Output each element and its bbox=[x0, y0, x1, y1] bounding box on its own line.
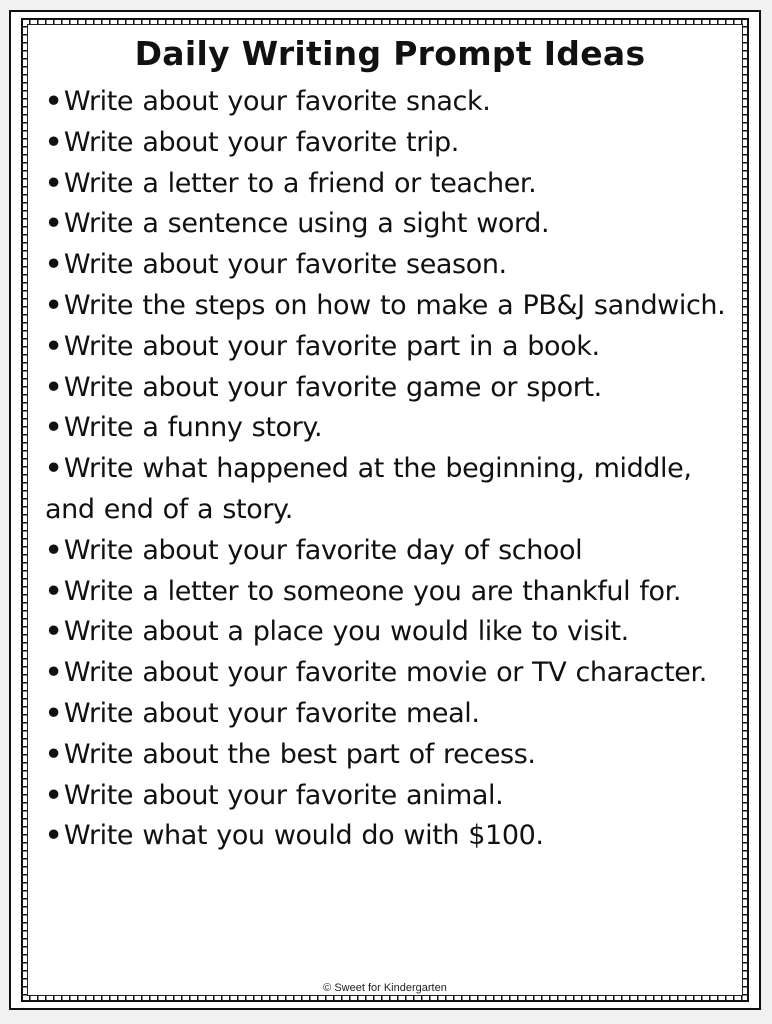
bullet-icon: • bbox=[45, 616, 62, 648]
bullet-icon: • bbox=[45, 330, 62, 362]
bullet-icon: • bbox=[45, 289, 62, 321]
prompt-item bbox=[45, 286, 735, 327]
frame-ticks-left bbox=[21, 18, 27, 1002]
prompt-text: Write what you would do with $100. bbox=[63, 820, 544, 852]
content-area bbox=[45, 32, 735, 857]
frame-ticks-right bbox=[743, 18, 749, 1002]
prompt-text: Write about your favorite snack. bbox=[63, 86, 491, 117]
prompt-text: Write a sentence using a sight word. bbox=[63, 208, 550, 240]
prompt-item bbox=[45, 327, 735, 368]
frame-ticks-top bbox=[21, 18, 749, 24]
prompt-text: Write about the best part of recess. bbox=[63, 738, 536, 770]
prompt-text: Write a funny story. bbox=[63, 412, 323, 444]
prompt-item bbox=[45, 123, 735, 164]
bullet-icon: • bbox=[45, 371, 62, 403]
prompt-item bbox=[45, 816, 735, 857]
prompt-item bbox=[45, 694, 735, 735]
prompt-item bbox=[45, 531, 735, 572]
frame-ticks-bottom bbox=[21, 996, 749, 1002]
prompt-item bbox=[45, 408, 735, 449]
prompt-item bbox=[45, 572, 735, 613]
worksheet-page bbox=[9, 10, 761, 1010]
prompt-text: Write about your favorite movie or TV character. bbox=[63, 657, 707, 689]
bullet-icon: • bbox=[45, 412, 62, 444]
prompt-text: Write about your favorite animal. bbox=[63, 779, 504, 811]
bullet-icon: • bbox=[45, 249, 62, 281]
prompt-text: Write what happened at the beginning, middle, and end of a story. bbox=[45, 453, 692, 525]
prompt-item bbox=[45, 368, 735, 409]
prompt-text: Write about your favorite meal. bbox=[63, 697, 480, 729]
bullet-icon: • bbox=[45, 697, 62, 729]
bullet-icon: • bbox=[45, 575, 62, 607]
bullet-icon: • bbox=[45, 657, 62, 689]
prompt-item bbox=[45, 653, 735, 694]
prompt-text: Write about your favorite trip. bbox=[63, 126, 459, 158]
prompt-item bbox=[45, 776, 735, 817]
copyright-footer: © Sweet for Kindergarten bbox=[323, 982, 447, 994]
prompt-item bbox=[45, 204, 735, 245]
prompt-text: Write the steps on how to make a PB&J sandwich. bbox=[63, 289, 726, 321]
prompt-item bbox=[45, 449, 735, 531]
bullet-icon: • bbox=[45, 738, 62, 770]
prompt-text: Write about your favorite part in a book. bbox=[63, 330, 600, 362]
prompt-text: Write a letter to someone you are thankful for. bbox=[63, 575, 682, 607]
prompt-list bbox=[45, 82, 735, 857]
bullet-icon: • bbox=[45, 820, 62, 852]
bullet-icon: • bbox=[45, 126, 62, 158]
prompt-item bbox=[45, 82, 735, 123]
prompt-item bbox=[45, 735, 735, 776]
prompt-text: Write about your favorite game or sport. bbox=[63, 371, 602, 403]
prompt-text: Write a letter to a friend or teacher. bbox=[63, 167, 537, 199]
bullet-icon: • bbox=[45, 86, 62, 117]
bullet-icon: • bbox=[45, 779, 62, 811]
bullet-icon: • bbox=[45, 534, 62, 566]
prompt-item bbox=[45, 245, 735, 286]
page-title: Daily Writing Prompt Ideas bbox=[134, 34, 646, 73]
prompt-text: Write about your favorite day of school bbox=[63, 534, 583, 566]
bullet-icon: • bbox=[45, 453, 62, 485]
prompt-item bbox=[45, 612, 735, 653]
prompt-item bbox=[45, 164, 735, 205]
bullet-icon: • bbox=[45, 208, 62, 240]
prompt-text: Write about a place you would like to visit. bbox=[63, 616, 629, 648]
bullet-icon: • bbox=[45, 167, 62, 199]
prompt-text: Write about your favorite season. bbox=[63, 249, 507, 281]
